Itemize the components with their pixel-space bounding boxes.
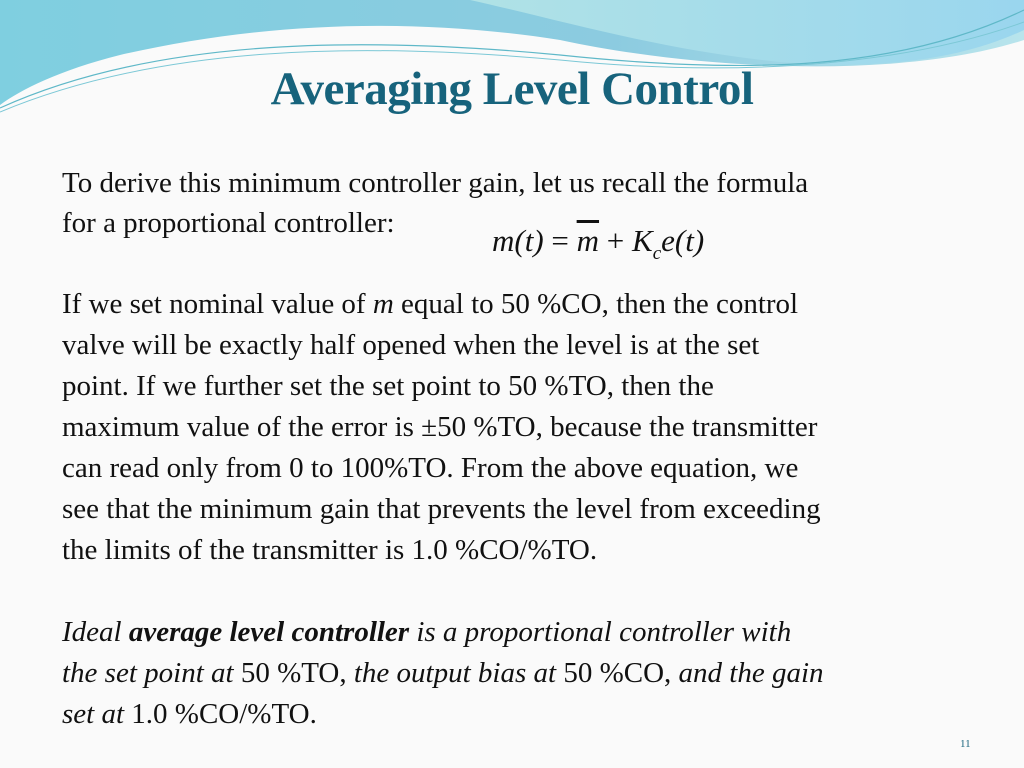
text: If we set nominal value of [62,288,373,320]
formula-gain: K [632,223,653,258]
text: equal to 50 %CO, then the control [393,288,799,320]
formula-mbar: $\overline{m}$ [576,223,600,258]
text: and the gain [678,657,824,689]
paragraph-line: see that the minimum gain that prevents the level from exceeding [62,493,821,525]
paragraph-line: point. If we further set the set point to 50 %TO, then the [62,370,714,402]
paragraph-line: maximum value of the error is ±50 %TO, because the transmitter [62,411,818,443]
page-number: 11 [960,738,971,750]
formula-plus: + [606,223,625,258]
formula-error: e(t) [661,223,705,258]
slide-title: Averaging Level Control [270,63,754,115]
paragraph-line: can read only from 0 to 100%TO. From the above equation, we [62,452,799,484]
formula-equals: = [551,223,569,258]
text: the output bias at [353,657,564,689]
paragraph-line [62,287,798,321]
paragraph-line: the limits of the transmitter is 1.0 %CO/%TO. [62,534,598,566]
definition-line [62,656,824,690]
text: Ideal [62,616,129,648]
intro-line: To derive this minimum controller gain, let us recall the formula [62,167,809,199]
text: set at [62,698,132,730]
variable-m: m [372,288,394,320]
value: 1.0 %CO/%TO. [131,698,317,730]
definition-line [62,697,317,731]
formula-lhs: m(t) [492,223,544,258]
text: is a proportional controller with [409,616,792,648]
intro-line: for a proportional controller: [62,207,395,239]
emphasis: average level controller [128,616,410,648]
value: 50 %TO, [240,657,354,689]
value: 50 %CO, [563,657,679,689]
definition-line [62,615,791,649]
formula-subscript: c [652,243,662,264]
proportional-controller-formula [492,223,704,265]
text: the set point at [62,657,241,689]
paragraph-line: valve will be exactly half opened when the level is at the set [62,329,760,361]
